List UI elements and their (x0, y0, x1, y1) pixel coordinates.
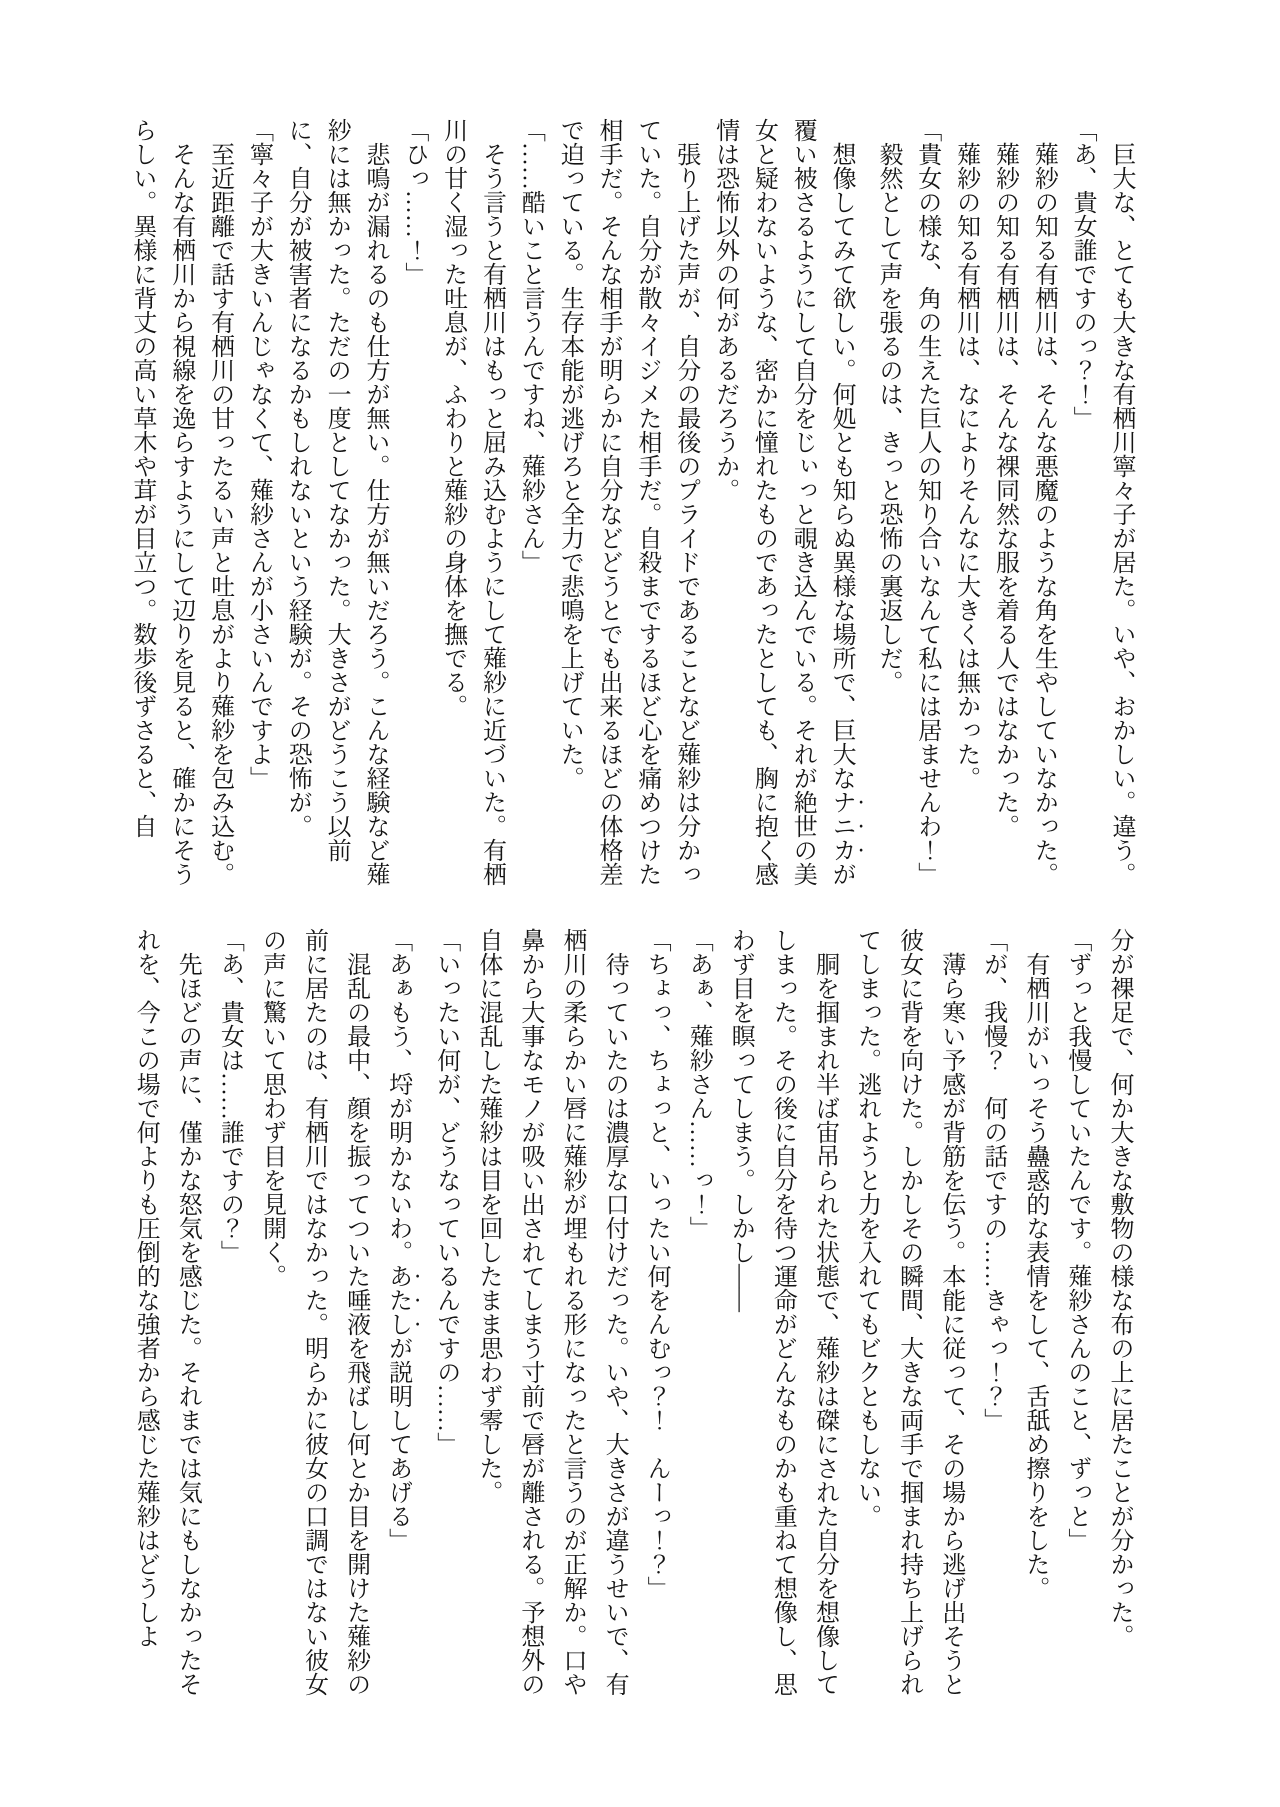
text-block-top (130, 118, 1140, 894)
paragraph: 「貴女の様な、角の生えた巨人の知り合いなんて私には居ませんわ！」 (913, 118, 940, 886)
paragraph: 毅然として声を張るのは、きっと恐怖の裏返しだ。 (874, 142, 901, 694)
paragraph: 待っていたのは濃厚な口付けだった。いや、大きさが違うせいで、有栖川の柔らかい唇に薙紗が埋もれる形になったと言うのが正解か。口や鼻から大事なモノが吸い出されてしまう寸前で唇が離される。予想外の自体に混乱した薙紗は目を回したまま思わず零した。 (474, 928, 628, 1696)
paragraph: 混乱の最中、顔を振ってついた唾液を飛ばし何とか目を開けた薙紗の前に居たのは、有栖川ではなかった。明らかに彼女の口調ではない彼女の声に驚いて思わず目を見開く。 (258, 928, 369, 1696)
paragraph: 想像してみて欲しい。何処とも知らぬ異様な場所で、巨大なナニカが覆い被さるようにして自分をじぃっと覗き込んでいる。それが絶世の美女と疑わないような、密かに憧れたものであったとしても、胸に抱く感情は恐怖以外の何があるだろうか。 (711, 118, 855, 886)
paragraph: 巨大な、とても大きな有栖川寧々子が居た。いや、おかしい。違う。 (1108, 142, 1134, 886)
paragraph: 「寧々子が大きいんじゃなくて、薙紗さんが小さいんですよ」 (245, 118, 272, 790)
paragraph: 分が裸足で、何か大きな敷物の様な布の上に居たことが分かった。 (1106, 928, 1132, 1648)
paragraph: 薙紗の知る有栖川は、そんな裸同然な服を着る人ではなかった。 (991, 142, 1018, 838)
paragraph: 「あぁ、薙紗さん……っ！」 (685, 928, 712, 1240)
paragraph: 先ほどの声に、僅かな怒気を感じた。それまでは気にもしなかったそれを、今この場で何よりも圧倒的な強者から感じた薙紗はどうしよ (132, 928, 201, 1696)
paragraph: 「ちょっ、ちょっと、いったい何をんむっ？！ んーっ！？」 (643, 928, 670, 1600)
emphasized-text: ナニカ (828, 790, 855, 862)
paragraph: 薄ら寒い予感が背筋を伝う。本能に従って、その場から逃げ出そうと彼女に背を向けた。しかしその瞬間、大きな両手で掴まれ持ち上げられてしまった。逃れようと力を入れてもビクともしない。 (853, 928, 964, 1696)
paragraph: 薙紗の知る有栖川は、なによりそんなに大きくは無かった。 (952, 142, 979, 790)
paragraph: 「あ、貴女誰ですのっ？！」 (1069, 118, 1096, 430)
paragraph: 「いったい何が、どうなっているんですの……」 (432, 928, 459, 1456)
paragraph: 薙紗の知る有栖川は、そんな悪魔のような角を生やしていなかった。 (1030, 142, 1057, 886)
paragraph: 「ひっ……！」 (400, 118, 427, 286)
paragraph: そう言うと有栖川はもっと屈み込むようにして薙紗に近づいた。有栖川の甘く湿った吐息が、ふわりと薙紗の身体を撫でる。 (439, 118, 505, 886)
paragraph: 有栖川がいっそう蠱惑的な表情をして、舌舐め擦りをした。 (1021, 952, 1048, 1600)
paragraph: 悲鳴が漏れるのも仕方が無い。仕方が無いだろう。こんな経験など薙紗には無かった。ただの一度としてなかった。大きさがどうこう以前に、自分が被害者になるかもしれないという経験が。その恐怖が。 (284, 118, 388, 886)
text-block-bottom (130, 928, 1140, 1704)
paragraph: 「が、我慢？ 何の話ですの……きゃっ！？」 (979, 928, 1006, 1432)
emphasized-text: あたし (384, 1264, 411, 1336)
paragraph: そんな有栖川から視線を逸らすようにして辺りを見ると、確かにそうらしい。異様に背丈の高い草木や茸が目立つ。数歩後ずさると、自 (128, 118, 194, 886)
paragraph: 「あ、貴女は……誰ですの？」 (216, 928, 243, 1264)
paragraph: 「ずっと我慢していたんです。薙紗さんのこと、ずっと」 (1063, 928, 1090, 1552)
paragraph: 張り上げた声が、自分の最後のプライドであることなど薙紗は分かっていた。自分が散々イジメた相手だ。自殺までするほど心を痛めつけた相手だ。そんな相手が明らかに自分などどうとでも出来るほどの体格差で迫っている。生存本能が逃げろと全力で悲鳴を上げていた。 (556, 118, 699, 886)
paragraph: 至近距離で話す有栖川の甘ったるい声と吐息がより薙紗を包み込む。 (206, 142, 233, 886)
paragraph: 「あぁもう、埒が明かないわ。あたしが説明してあげる」 (384, 928, 411, 1552)
paragraph: 「……酷いこと言うんですね、薙紗さん」 (517, 118, 544, 574)
paragraph: 胴を掴まれ半ば宙吊られた状態で、薙紗は磔にされた自分を想像してしまった。その後に自分を待つ運命がどんなものかも重ねて想像し、思わず目を瞑ってしまう。しかし―― (727, 928, 838, 1696)
